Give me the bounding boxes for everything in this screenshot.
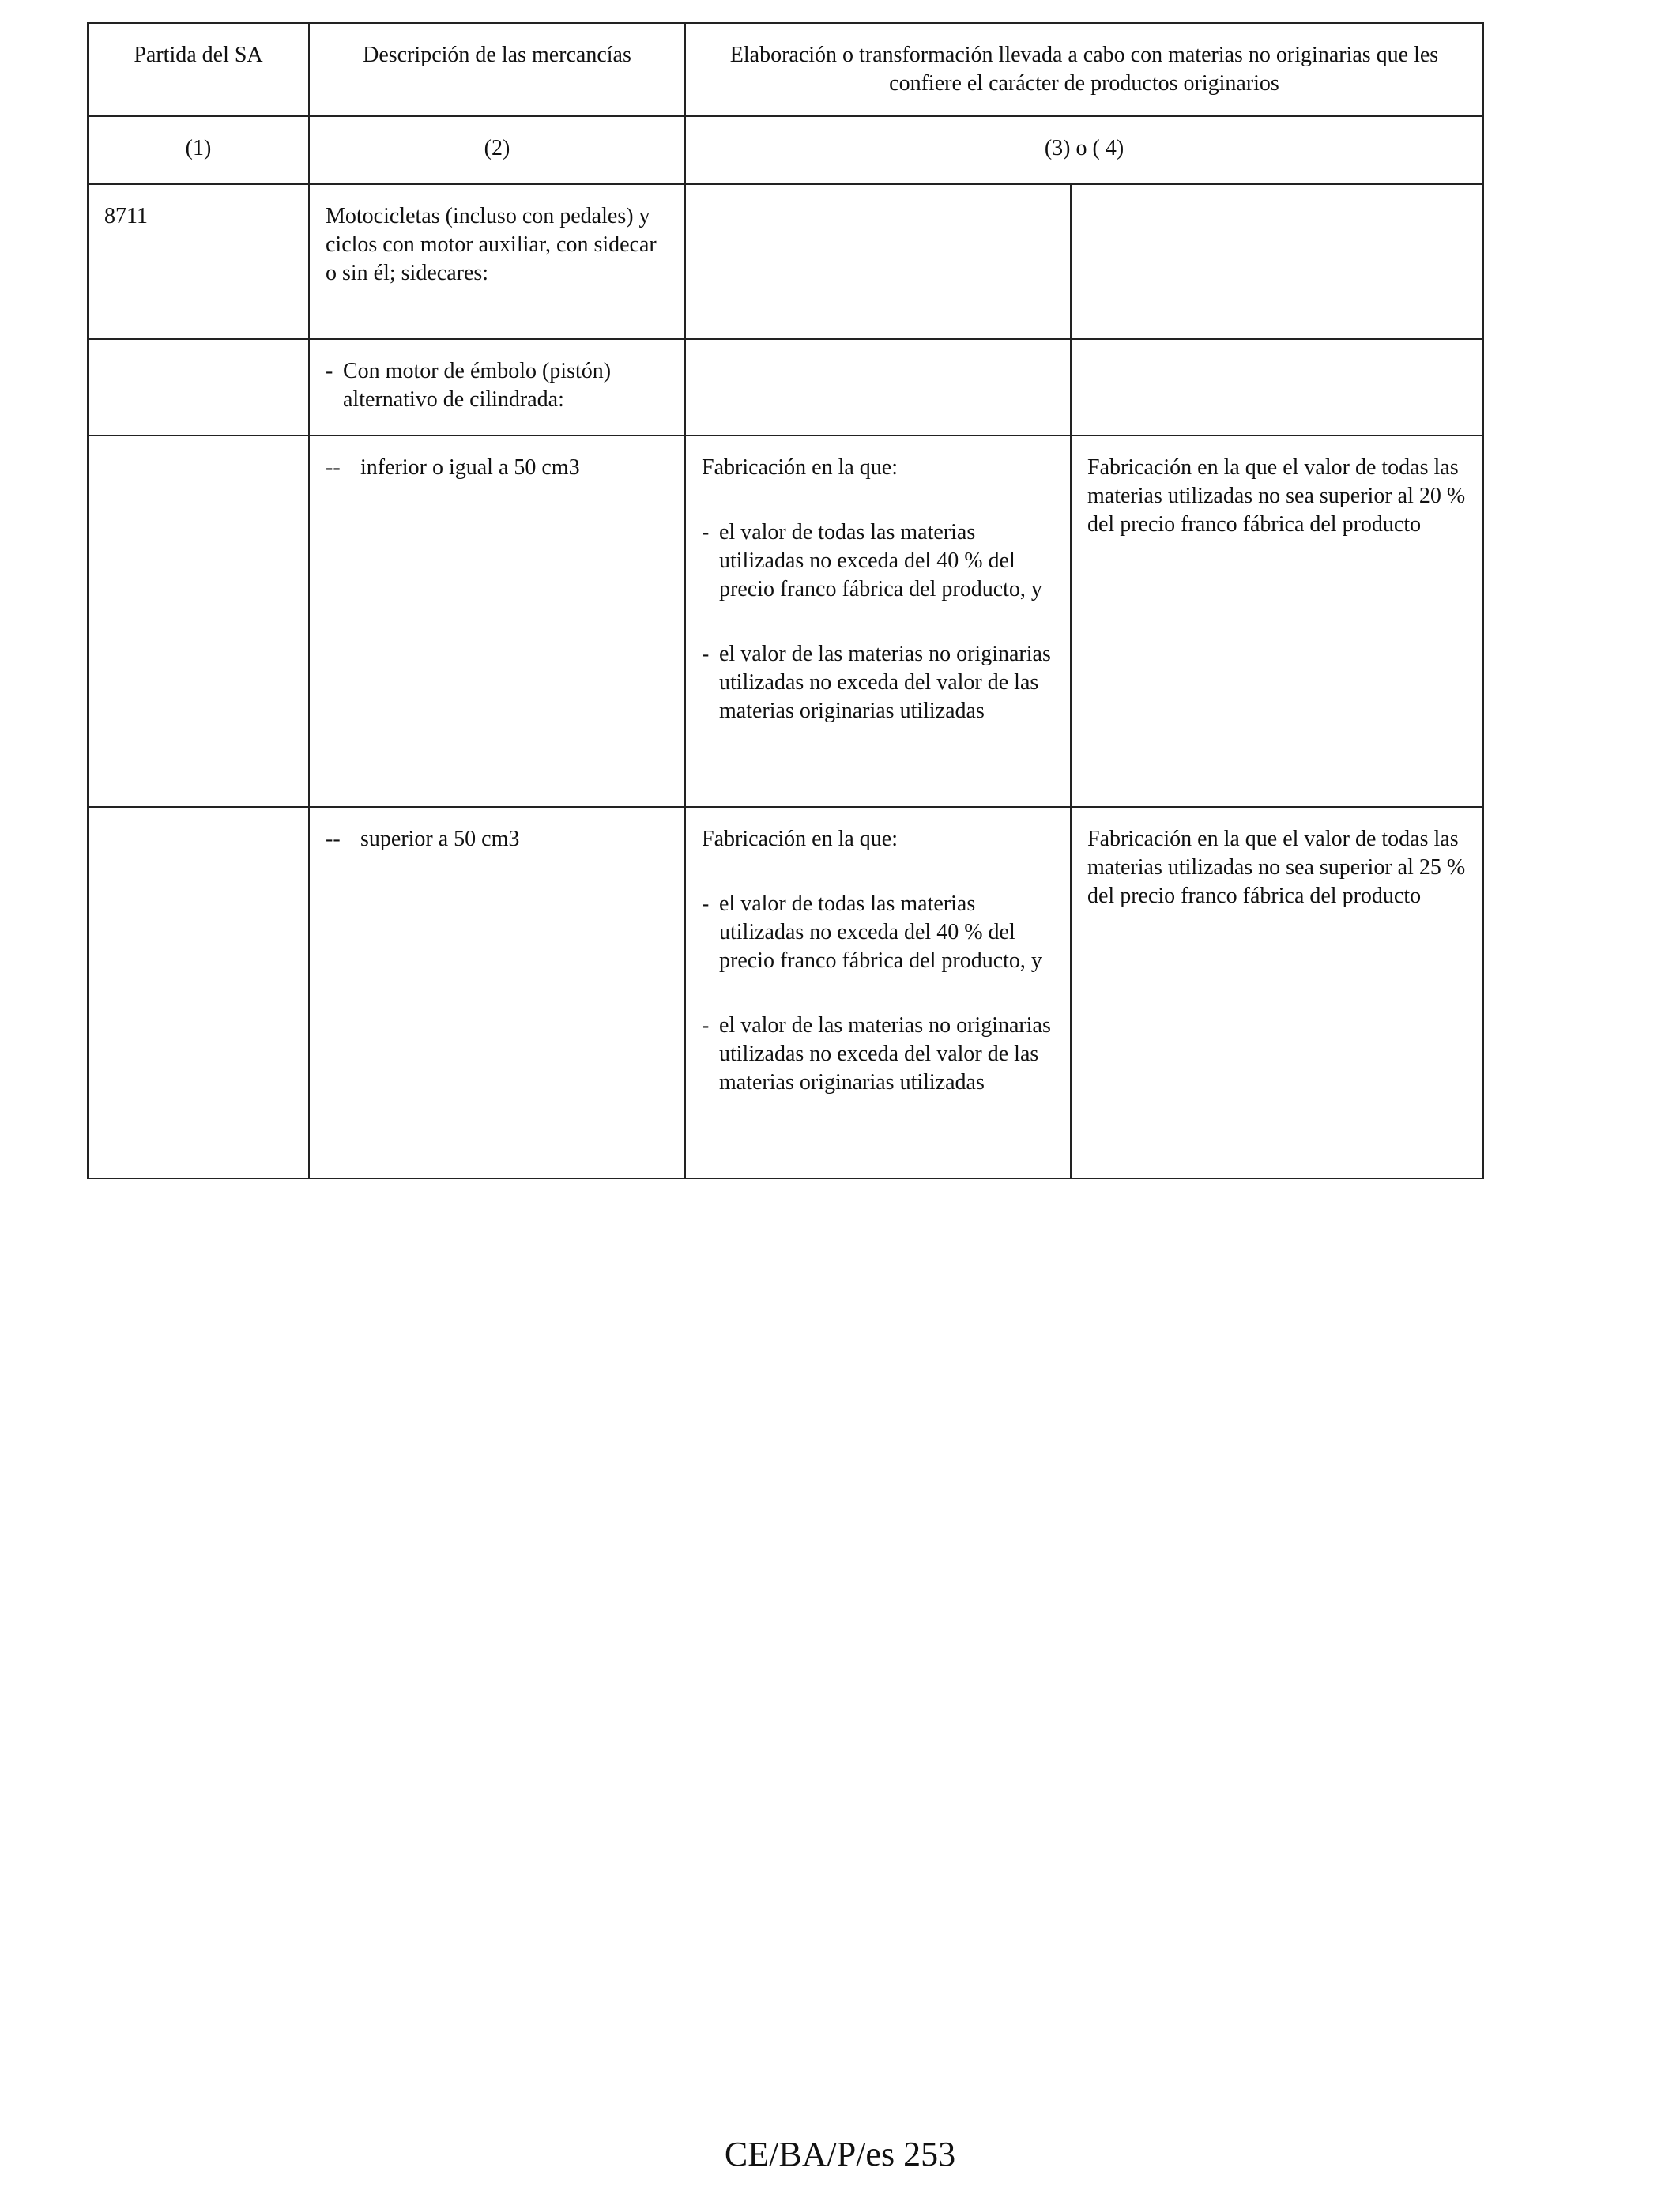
bullet-marker: - [702,642,710,666]
description-cell [309,807,685,1178]
hs-code-cell: 8711 [88,184,309,339]
column-number-1: (1) [88,116,309,184]
table-column-numbers-row [88,116,1483,184]
table-row [88,807,1483,1178]
dash-marker: - [326,359,333,383]
header-description: Descripción de las mercancías [309,23,685,116]
origin-rules-table [87,22,1484,1179]
header-processing: Elaboración o transformación llevada a cabo con materias no originarias que les confiere el carácter de productos originarios [685,23,1483,116]
description-cell [309,339,685,435]
table-row [88,339,1483,435]
bullet-marker: - [702,892,710,916]
dashed-description [326,357,669,414]
rule-bullet [702,640,1054,726]
column-number-2: (2) [309,116,685,184]
bullet-marker: - [702,1013,710,1038]
rule-col3-cell [685,339,1071,435]
description-cell [309,435,685,807]
table-row [88,184,1483,339]
rule-col4-cell [1071,184,1483,339]
table-header-row [88,23,1483,116]
header-hs-heading: Partida del SA [88,23,309,116]
rule-bullet-text: el valor de todas las materias utilizadas no exceda del 40 % del precio franco fábrica del producto, y [719,520,1042,601]
rule-bullet-text: el valor de las materias no originarias utilizadas no exceda del valor de las materias originarias utilizadas [719,1013,1051,1095]
rule-col4-cell: Fabricación en la que el valor de todas las materias utilizadas no sea superior al 20 % del precio franco fábrica del producto [1071,435,1483,807]
hs-code-cell [88,435,309,807]
rule-col3-cell [685,435,1071,807]
rule-bullet [702,890,1054,975]
description-text: Con motor de émbolo (pistón) alternativo de cilindrada: [343,359,612,412]
hs-code-cell [88,807,309,1178]
rule-intro: Fabricación en la que: [702,455,898,480]
page-reference: CE/BA/P/es 253 [724,2135,956,2173]
double-dash-marker: -- [326,827,341,851]
rule-col4-cell [1071,339,1483,435]
rule-bullet [702,518,1054,604]
description-text: superior a 50 cm3 [360,827,520,851]
rule-intro: Fabricación en la que: [702,827,898,851]
dashed-description [326,454,669,482]
rule-col4-cell: Fabricación en la que el valor de todas las materias utilizadas no sea superior al 25 % del precio franco fábrica del producto [1071,807,1483,1178]
dashed-description [326,825,669,854]
description-text: inferior o igual a 50 cm3 [360,455,580,480]
column-number-3-4: (3) o ( 4) [685,116,1483,184]
bullet-marker: - [702,520,710,545]
description-cell: Motocicletas (incluso con pedales) y ciclos con motor auxiliar, con sidecar o sin él; sidecares: [309,184,685,339]
table-row [88,435,1483,807]
rule-col3-cell [685,807,1071,1178]
rule-bullet-text: el valor de las materias no originarias utilizadas no exceda del valor de las materias originarias utilizadas [719,642,1051,723]
hs-code-cell [88,339,309,435]
rule-bullet-text: el valor de todas las materias utilizadas no exceda del 40 % del precio franco fábrica del producto, y [719,892,1042,973]
rule-col3-cell [685,184,1071,339]
rule-bullet [702,1012,1054,1097]
double-dash-marker: -- [326,455,341,480]
